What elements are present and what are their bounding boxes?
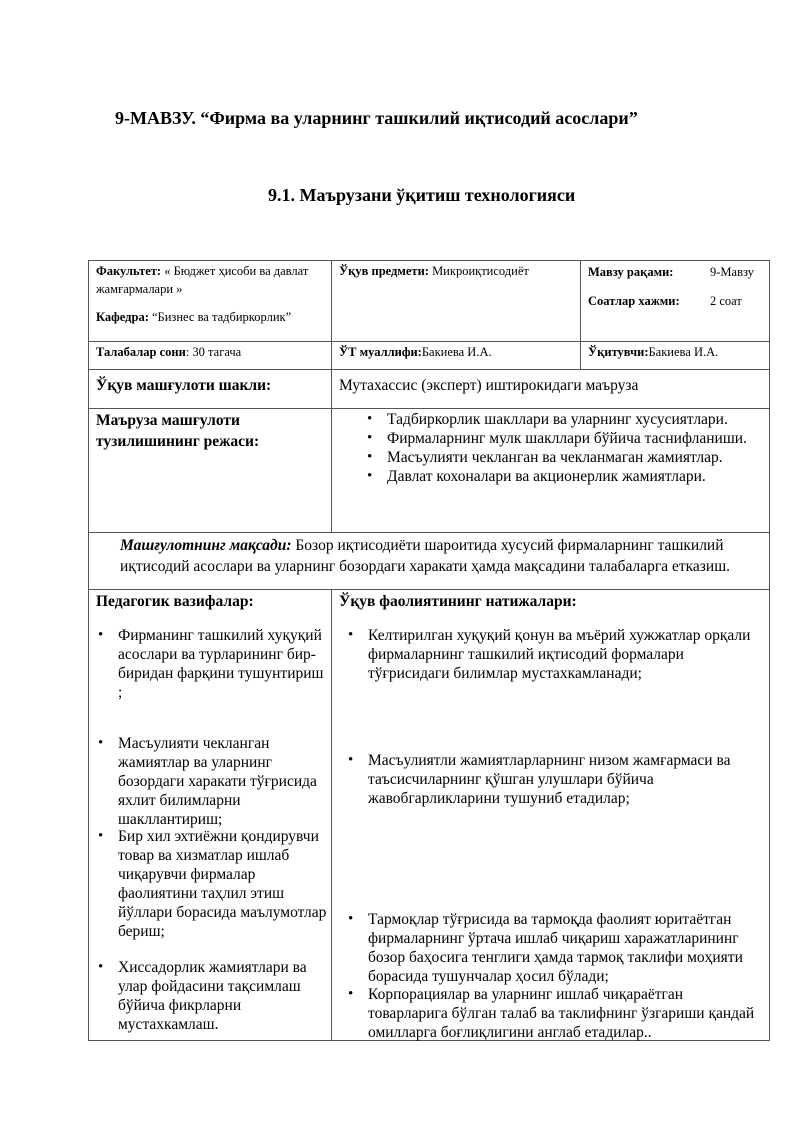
plan-label — [96, 410, 306, 452]
author-label: ЎТ муаллифи: — [339, 345, 422, 359]
task-item: • Хиссадорлик жамиятлари ва улар фойдасини тақсимлаш бўйича фикрларни мустахкамлаш. — [118, 958, 328, 1034]
teacher-label: Ўқитувчи: — [588, 345, 649, 359]
department-label: Кафедра: — [96, 310, 149, 324]
faculty-label: Факультет: — [96, 264, 162, 278]
document-title: 9-МАВЗУ. “Фирма ва уларнинг ташкилий иқтисодий асослари” — [115, 108, 638, 128]
tasks-label — [96, 592, 254, 611]
table-line — [88, 341, 770, 342]
plan-list — [387, 410, 757, 486]
result-item: • Келтирилган хуқуқий қонун ва мъёрий хужжатлар орқали фирмаларнинг ташкилий иқтисодий формалари тўғрисидаги билимлар мустахкамланади; — [368, 626, 763, 683]
result-item: • Тармоқлар тўғрисида ва тармоқда фаолият юритаётган фирмаларнинг ўртача ишлаб чиқариш харажатларининг бозор баҳосига тенглиги ҳамда тармоқ таклифи моҳияти борасида тушунчалар ҳосил бўлади; — [368, 910, 763, 986]
author-cell — [339, 343, 492, 361]
topic-number-cell — [588, 263, 766, 281]
table-line — [88, 589, 770, 590]
result-item: • Корпорациялар ва уларнинг ишлаб чиқараётган товарларига бўлган талаб ва таклифнинг ўзгариши қандай омилларга боғлиқлигини англаб етадилар.. — [368, 985, 763, 1042]
results-label — [339, 592, 577, 611]
students-cell — [96, 343, 241, 361]
section-subtitle: 9.1. Маърузани ўқитиш технологияси — [268, 185, 576, 205]
task-item: • Бир хил эхтиёжни қондирувчи товар ва хизматлар ишлаб чиқарувчи фирмалар фаолиятини таҳлил этиш йўллари борасида маълумотлар бериш; — [118, 827, 328, 941]
table-border-right — [769, 260, 770, 1040]
table-line — [88, 369, 770, 370]
topic-number-value: 9-Мавзу — [710, 265, 754, 279]
result-item: • Масъулиятли жамиятларларнинг низом жамғармаси ва таъсисчиларнинг қўшган улушлари бўйича жавобгарликларини тушуниб етадилар; — [368, 751, 763, 808]
goal-cell — [120, 535, 760, 577]
hours-value: 2 соат — [710, 294, 742, 308]
plan-item: • Тадбиркорлик шакллари ва уларнинг хусусиятлари. — [387, 410, 757, 429]
tasks-label-text: Педагогик вазифалар: — [96, 593, 254, 610]
plan-item: • Масъулияти чекланган ва чекланмаган жамиятлар. — [387, 448, 757, 467]
faculty-value: « Бюджет ҳисоби ва давлат жамғармалари » — [96, 264, 309, 296]
author-value: Бакиева И.А. — [421, 345, 492, 359]
subject-label: Ўқув предмети: — [339, 264, 429, 278]
table-border-left — [88, 260, 89, 1040]
subject-cell — [339, 262, 575, 280]
faculty-cell — [96, 262, 324, 326]
form-label-text: Ўқув машғулоти шакли: — [96, 377, 272, 394]
subject-value: Микроиқтисодиёт — [428, 264, 529, 278]
results-label-text: Ўқув фаолиятининг натижалари: — [339, 593, 577, 610]
goal-label: Машғулотнинг мақсади: — [120, 537, 292, 554]
table-line — [88, 408, 770, 409]
teacher-value: Бакиева И.А. — [648, 345, 719, 359]
table-line — [331, 260, 332, 532]
topic-number-label: Мавзу рақами: — [588, 265, 674, 279]
table-line — [580, 260, 581, 369]
form-label — [96, 376, 271, 395]
table-line — [331, 589, 332, 1040]
department-value: “Бизнес ва тадбиркорлик” — [148, 310, 292, 324]
plan-item: • Фирмаларнинг мулк шакллари бўйича таснифланиши. — [387, 429, 757, 448]
task-item: • Масъулияти чекланган жамиятлар ва уларнинг бозордаги харакати тўғрисида яхлит билимларни шакллантириш; — [118, 734, 328, 829]
goal-text: Бозор иқтисодиёти шароитида хусусий фирмаларнинг ташкилий иқтисодий асослари ва уларнинг бозордаги харакати ҳамда мақсадини талабаларга етказиш. — [120, 537, 731, 575]
form-value: Мутахассис (эксперт) иштирокидаги маъруза — [339, 377, 639, 394]
table-border-top — [88, 260, 770, 261]
hours-label: Соатлар хажми: — [588, 294, 680, 308]
plan-label-text: Маъруза машғулоти тузилишининг режаси: — [96, 412, 260, 450]
students-value: : 30 тагача — [185, 345, 242, 359]
table-line — [88, 532, 770, 533]
teacher-cell — [588, 343, 718, 361]
plan-item: • Давлат кохоналари ва акционерлик жамиятлари. — [387, 467, 757, 486]
students-label: Талабалар сони — [96, 345, 186, 359]
task-item: • Фирманинг ташкилий хуқуқий асослари ва турларининг бир-биридан фарқини тушунтириш ; — [118, 626, 328, 702]
hours-cell — [588, 292, 766, 310]
department-line — [96, 308, 324, 326]
